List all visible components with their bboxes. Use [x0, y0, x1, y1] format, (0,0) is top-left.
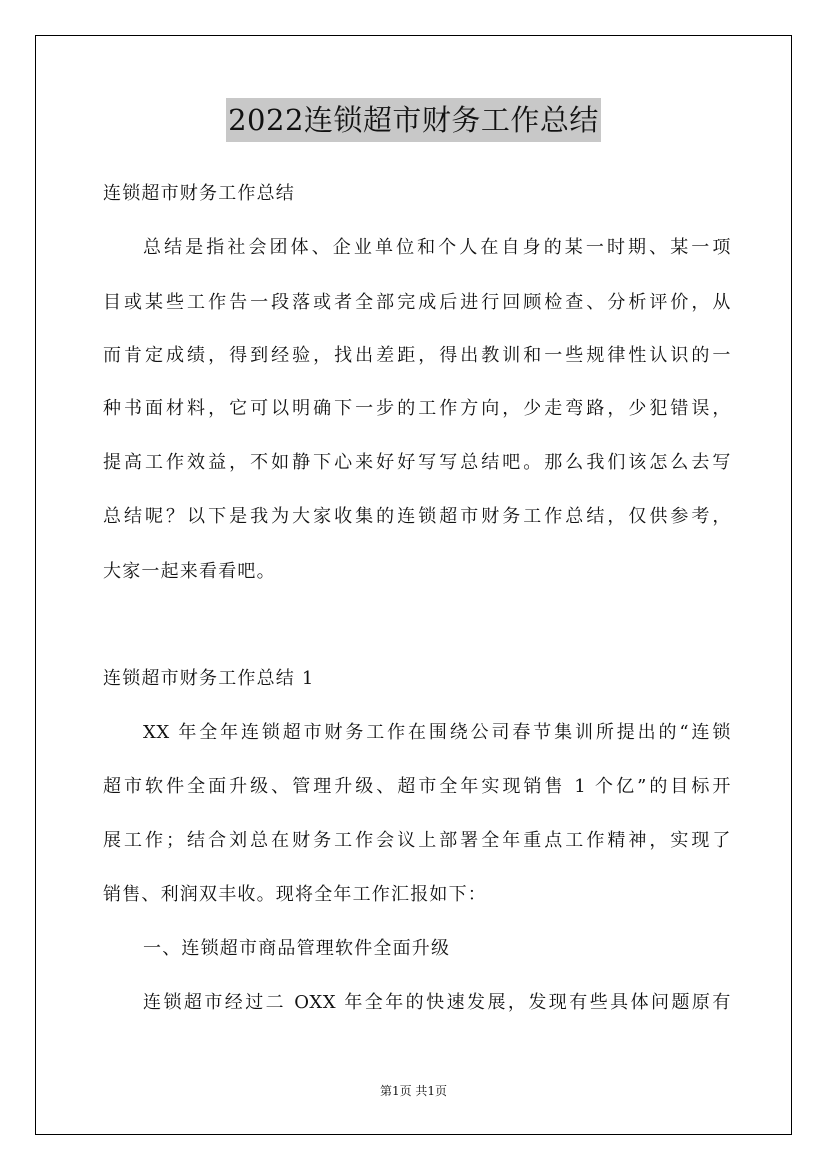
section-line: 超市软件全面升级、管理升级、超市全年实现销售 1 个亿”的目标开	[103, 776, 731, 797]
section-line: 展工作；结合刘总在财务工作会议上部署全年重点工作精神，实现了	[103, 830, 731, 851]
section-line: 销售、利润双丰收。现将全年工作汇报如下：	[103, 884, 487, 905]
intro-line: 提高工作效益，不如静下心来好好写写总结吧。那么我们该怎么去写	[103, 452, 731, 473]
intro-line: 大家一起来看看吧。	[103, 561, 276, 582]
sub-heading: 一、连锁超市商品管理软件全面升级	[143, 938, 451, 959]
page-footer: 第1页 共1页	[379, 1084, 448, 1098]
intro-line: 总结呢？以下是我为大家收集的连锁超市财务工作总结，仅供参考，	[103, 506, 731, 527]
document-title: 2022连锁超市财务工作总结	[226, 98, 601, 142]
section-line: XX 年全年连锁超市财务工作在围绕公司春节集训所提出的“连锁	[143, 722, 731, 743]
intro-line: 种书面材料，它可以明确下一步的工作方向，少走弯路，少犯错误，	[103, 398, 731, 419]
title-block	[0, 98, 827, 142]
intro-line: 而肯定成绩，得到经验，找出差距，得出教训和一些规律性认识的一	[103, 345, 731, 366]
subtitle: 连锁超市财务工作总结	[103, 183, 295, 204]
body-line: 连锁超市经过二 OXX 年全年的快速发展，发现有些具体问题原有	[143, 992, 731, 1013]
intro-line: 总结是指社会团体、企业单位和个人在自身的某一时期、某一项	[143, 237, 731, 258]
section-heading: 连锁超市财务工作总结 1	[103, 668, 315, 689]
intro-line: 目或某些工作告一段落或者全部完成后进行回顾检查、分析评价，从	[103, 292, 731, 313]
